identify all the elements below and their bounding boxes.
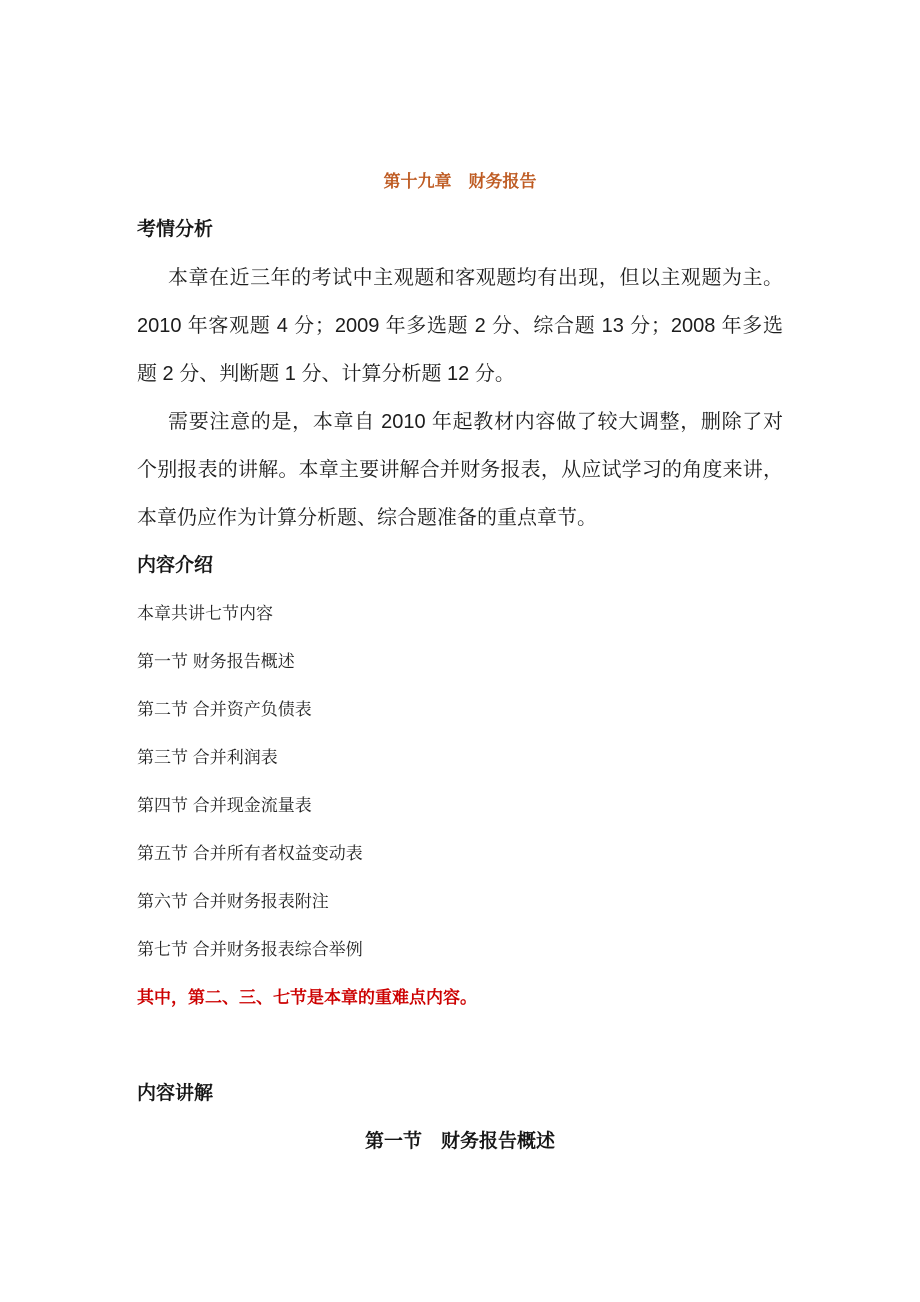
blank-line [137,1022,783,1070]
toc-item-5: 第五节 合并所有者权益变动表 [137,844,363,863]
toc-item-7: 第七节 合并财务报表综合举例 [137,940,363,959]
exam-analysis-paragraph-1: 本章在近三年的考试中主观题和客观题均有出现，但以主观题为主。2010 年客观题 4 分；2009 年多选题 2 分、综合题 13 分；2008 年多选题 2 分、判断题 1 分、计算分析题 12 分。 [137,267,783,385]
toc-item-6: 第六节 合并财务报表附注 [137,892,329,911]
exam-analysis-paragraph-2: 需要注意的是，本章自 2010 年起教材内容做了较大调整，删除了对个别报表的讲解。本章主要讲解合并财务报表，从应试学习的角度来讲，本章仍应作为计算分析题、综合题准备的重点章节。 [137,411,783,529]
toc-item-4: 第四节 合并现金流量表 [137,796,312,815]
content-intro-heading: 内容介绍 [137,555,214,576]
section-one-heading: 第一节 财务报告概述 [364,1131,555,1152]
toc-item-3: 第三节 合并利润表 [137,748,278,767]
toc-item-2: 第二节 合并资产负债表 [137,700,312,719]
chapter-title: 第十九章 财务报告 [383,172,537,191]
content-explain-heading: 内容讲解 [137,1083,214,1104]
content-intro-lead: 本章共讲七节内容 [137,604,273,623]
toc-item-1: 第一节 财务报告概述 [137,652,295,671]
exam-analysis-heading: 考情分析 [137,219,214,240]
key-note: 其中，第二、三、七节是本章的重难点内容。 [137,988,477,1007]
